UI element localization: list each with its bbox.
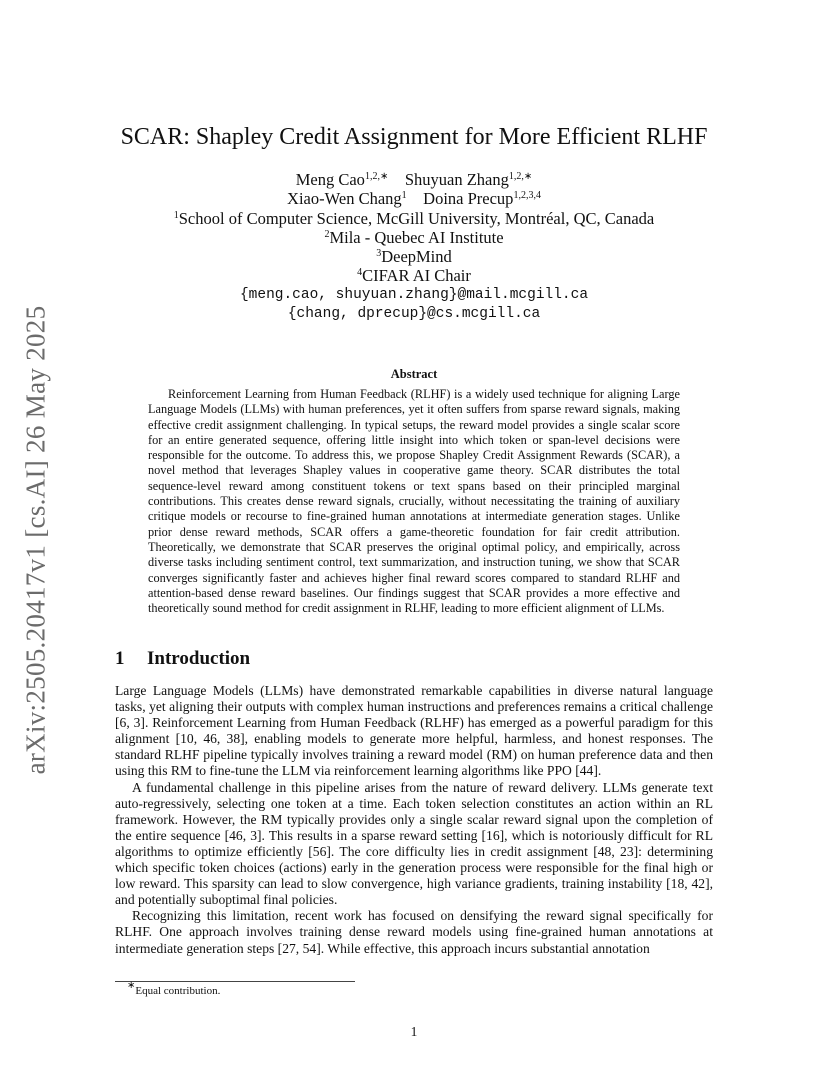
footnote — [127, 980, 221, 997]
paragraph: Recognizing this limitation, recent work has focused on densifying the reward signal specifically for RLHF. One approach involves training dense reward models using fine-grained human annotations at intermediate generation steps [27, 54]. While effective, this approach incurs substantial annotation — [115, 908, 713, 956]
footnote-rule — [115, 981, 355, 982]
author-affiliation-mark: 1 — [401, 190, 407, 202]
affiliation-mark: 4 — [357, 267, 363, 279]
affiliation-mark: 2 — [324, 228, 330, 240]
section-title: Introduction — [147, 648, 251, 669]
affiliation-text: School of Computer Science, McGill University, Montréal, QC, Canada — [178, 208, 655, 228]
author-affiliation-mark: 1,2,∗ — [364, 171, 389, 182]
body-text — [115, 683, 713, 957]
arxiv-identifier: arXiv:2505.20417v1 [cs.AI] 26 May 2025 — [20, 305, 51, 775]
abstract-heading: Abstract — [390, 367, 438, 381]
section-heading — [115, 648, 250, 670]
footnote-mark: ∗ — [127, 980, 136, 991]
affiliation-mark: 1 — [173, 209, 179, 221]
paragraph: Large Language Models (LLMs) have demonstrated remarkable capabilities in diverse natural language tasks, yet aligning their outputs with complex human instructions and preferences remains a critical challenge [6, 3]. Reinforcement Learning from Human Feedback (RLHF) has emerged as a powerful paradigm for this alignment [10, 46, 38], enabling models to generate more helpful, harmless, and honest responses. The standard RLHF pipeline typically involves training a reward model (RM) on human preference data and then using this RM to fine-tune the LLM via reinforcement learning algorithms like PPO [44]. — [115, 683, 713, 779]
abstract-text: Reinforcement Learning from Human Feedback (RLHF) is a widely used technique for aligning Large Language Models (LLMs) with human preferences, yet it often suffers from sparse reward signals, making effective credit assignment challenging. In typical setups, the reward model provides a single scalar score for an entire generated sequence, offering little insight into which token or span-level decisions were responsible for the outcome. To address this, we propose Shapley Credit Assignment Rewards (SCAR), a novel method that leverages Shapley values in cooperative game theory. SCAR distributes the total sequence-level reward among constituent tokens or text spans based on their principled marginal contributions. This creates dense reward signals, crucially, without necessitating the training of auxiliary critique models or recourse to fine-grained human annotations at intermediate generation stages. Unlike prior dense reward methods, SCAR offers a game-theoretic foundation for fair credit attribution. Theoretically, we demonstrate that SCAR preserves the original optimal policy, and empirically, across diverse tasks including sentiment control, text summarization, and instruction tuning, we show that SCAR converges significantly faster and achieves higher final reward scores compared to standard RLHF and attention-based dense reward baselines. Our findings suggest that SCAR provides a more effective and theoretically sound method for credit assignment in RLHF, leading to more efficient alignment of LLMs. — [148, 387, 680, 616]
affiliation — [0, 247, 828, 266]
footnote-text: Equal contribution. — [135, 985, 221, 997]
affiliation — [0, 209, 828, 228]
paper-title: SCAR: Shapley Credit Assignment for More Efficient RLHF — [120, 124, 708, 150]
author-line-2 — [0, 189, 828, 208]
affiliation — [0, 228, 828, 247]
email-line: {meng.cao, shuyuan.zhang}@mail.mcgill.ca — [239, 286, 589, 303]
author-name: Xiao-Wen Chang — [287, 189, 402, 209]
author-affiliation-mark: 1,2,3,4 — [513, 190, 541, 202]
author-name: Doina Precup — [423, 189, 514, 209]
affiliation-text: Mila - Quebec AI Institute — [329, 227, 504, 247]
author-block — [0, 170, 828, 324]
section-number: 1 — [115, 648, 125, 669]
author-affiliation-mark: 1,2,∗ — [508, 171, 533, 182]
author-name: Shuyuan Zhang — [404, 170, 509, 189]
affiliation — [0, 266, 828, 285]
author-name: Meng Cao — [295, 170, 365, 189]
affiliation-text: DeepMind — [381, 247, 452, 267]
paragraph: A fundamental challenge in this pipeline arises from the nature of reward delivery. LLMs generate text auto-regressively, selecting one token at a time. Each token selection constitutes an action within an RL framework. However, the RM typically provides only a single scalar reward signal upon the completion of the entire sequence [46, 3]. This results in a sparse reward setting [16], which is notoriously difficult for RL algorithms to optimize efficiently [56]. The core difficulty lies in credit assignment [48, 23]: determining which specific token choices (actions) early in the generation process were responsible for the final high or low reward. This sparsity can lead to slow convergence, high variance gradients, training instability [18, 42], and potentially suboptimal final policies. — [115, 779, 713, 908]
affiliation-mark: 3 — [376, 248, 382, 260]
page-number: 1 — [410, 1024, 418, 1039]
author-line-1 — [0, 170, 828, 189]
email-line: {chang, dprecup}@cs.mcgill.ca — [287, 306, 541, 323]
affiliation-text: CIFAR AI Chair — [362, 266, 471, 286]
